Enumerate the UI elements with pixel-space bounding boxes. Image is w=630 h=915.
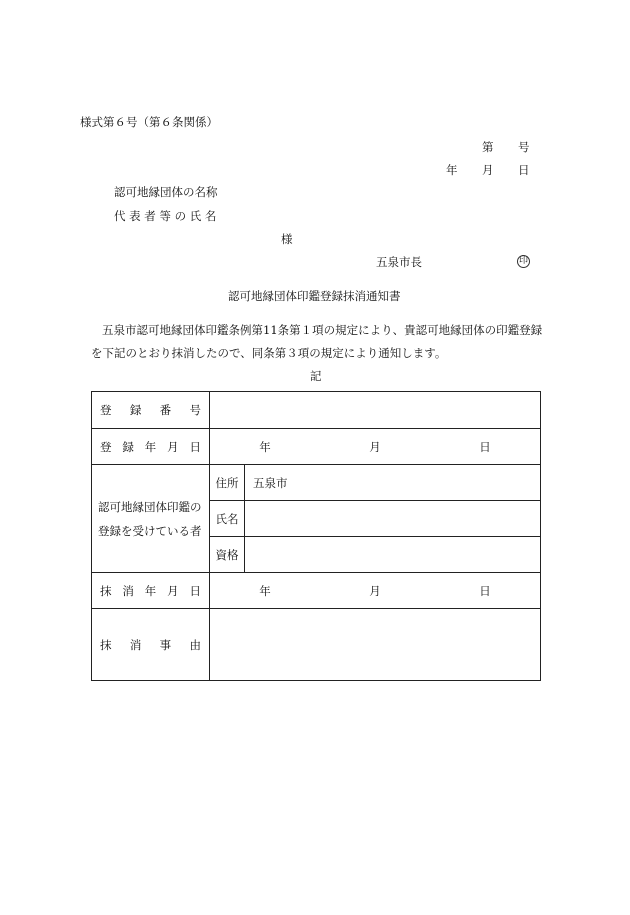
label-cancellation-reason	[92, 609, 210, 681]
issuer-title: 五泉市長	[376, 255, 422, 269]
registration-date-month: 月	[369, 439, 381, 454]
label-char: 年	[144, 583, 157, 598]
value-address[interactable]: 五泉市	[245, 465, 541, 501]
label-name: 氏名	[210, 501, 245, 537]
document-title: 認可地縁団体印鑑登録抹消通知書	[228, 289, 401, 303]
value-registration-date[interactable]	[210, 429, 541, 465]
label-char: 月	[167, 583, 179, 598]
cancellation-date-month: 月	[369, 583, 381, 598]
label-char: 録	[122, 439, 134, 454]
label-char: 号	[189, 403, 201, 417]
row-cancellation-reason	[92, 609, 541, 681]
seal-mark: 印	[518, 256, 528, 266]
honorific-sama: 様	[281, 232, 293, 246]
value-cancellation-date[interactable]	[210, 573, 541, 609]
label-qualification: 資格	[210, 537, 245, 573]
record-table	[91, 391, 541, 681]
row-cancellation-date	[92, 573, 541, 609]
registrant-label-line2: 登録を受けている者	[98, 523, 202, 538]
label-char: 消	[129, 637, 142, 652]
label-char: 消	[122, 583, 134, 598]
issue-date-day: 日	[518, 163, 530, 177]
label-char: 番	[159, 403, 172, 417]
registration-date-day: 日	[479, 439, 491, 454]
doc-number-go: 号	[518, 140, 530, 154]
issue-date-month: 月	[482, 163, 494, 177]
row-registration-number	[92, 392, 541, 429]
label-char: 日	[189, 439, 201, 454]
label-char: 抹	[100, 637, 112, 652]
label-char: 日	[189, 583, 201, 598]
value-qualification[interactable]	[245, 537, 541, 573]
form-number: 様式第６号（第６条関係）	[80, 115, 218, 129]
doc-number-dai: 第	[482, 140, 494, 154]
label-char: 事	[159, 637, 172, 652]
issue-date-year: 年	[446, 163, 458, 177]
registration-date-year: 年	[259, 439, 271, 454]
label-char: 抹	[100, 583, 112, 598]
org-name-label: 認可地縁団体の名称	[114, 185, 218, 199]
label-registration-number	[92, 392, 210, 429]
label-char: 月	[167, 439, 179, 454]
label-cancellation-date	[92, 573, 210, 609]
row-registration-date	[92, 429, 541, 465]
value-name[interactable]	[245, 501, 541, 537]
label-registrant	[92, 465, 210, 573]
body-line-2: を下記のとおり抹消したので、同条第３項の規定により通知します。	[91, 346, 447, 360]
rep-name-label: 代 表 者 等 の 氏 名	[114, 209, 217, 223]
row-registrant-address	[92, 465, 541, 501]
body-line-1: 五泉市認可地縁団体印鑑条例第11条第１項の規定により、貴認可地縁団体の印鑑登録	[102, 323, 543, 337]
label-address: 住所	[210, 465, 245, 501]
label-char: 由	[189, 637, 201, 652]
label-char: 登	[100, 403, 112, 417]
label-registration-date	[92, 429, 210, 465]
cancellation-date-year: 年	[259, 583, 271, 598]
value-cancellation-reason[interactable]	[210, 609, 541, 681]
label-char: 年	[144, 439, 157, 454]
value-registration-number[interactable]	[210, 392, 541, 429]
ki-heading: 記	[310, 369, 322, 383]
registrant-label-line1: 認可地縁団体印鑑の	[98, 499, 202, 514]
label-char: 録	[129, 403, 142, 417]
label-char: 登	[100, 439, 112, 454]
cancellation-date-day: 日	[479, 583, 491, 598]
